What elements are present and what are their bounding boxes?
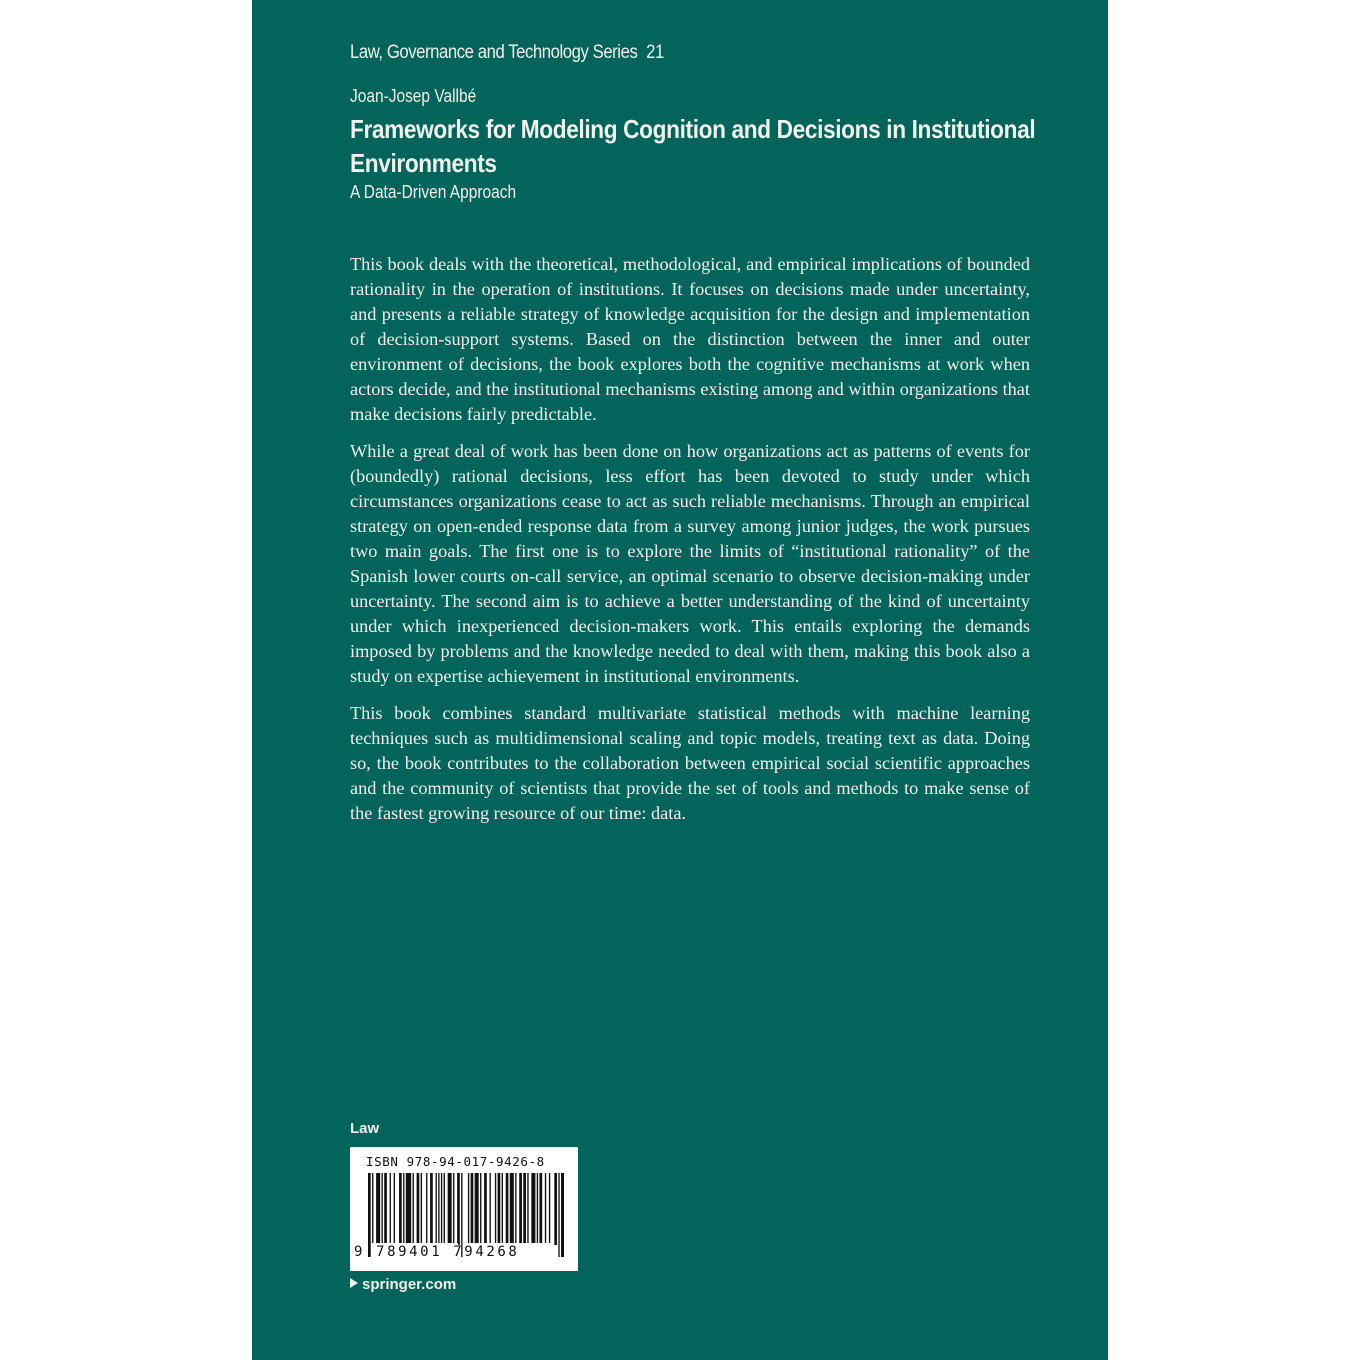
barcode-bar	[436, 1173, 437, 1245]
barcode-bar	[406, 1173, 411, 1245]
barcode-bar	[430, 1173, 433, 1245]
barcode-bar	[490, 1173, 491, 1245]
barcode-bar	[457, 1173, 460, 1245]
publisher-url: springer.com	[362, 1276, 457, 1293]
isbn-number: ISBN 978-94-017-9426-8	[366, 1154, 545, 1169]
barcode-bar	[448, 1173, 452, 1245]
book-back-cover	[252, 0, 1108, 1360]
barcode-bar	[413, 1173, 414, 1245]
blurb-text	[350, 252, 1030, 838]
barcode-bar	[484, 1173, 487, 1245]
blurb-paragraph: While a great deal of work has been done on how organizations act as patterns of events for (boundedly) rational decisions, less effort has been devoted to study under which circumstances organizations cease to act as such reliable mechanisms. Through an empirical strategy on open-ended response data from a survey among junior judges, the work pursues two main goals. The first one is to explore the limits of “institutional rationality” of the Spanish lower courts on-call service, an optimal scenario to observe decision-making under uncertainty. The second aim is to achieve a better understanding of the kind of uncertainty under which inexperienced decision-makers work. This entails exploring the demands imposed by problems and the knowledge needed to deal with them, making this book also a study on expertise achievement in institutional environments.	[350, 441, 1030, 686]
barcode-bar	[527, 1173, 528, 1245]
barcode-bar	[384, 1173, 387, 1245]
barcode-bar	[426, 1173, 427, 1245]
barcode-bar	[475, 1173, 479, 1245]
barcode-bar	[531, 1173, 535, 1245]
barcode-bar	[438, 1173, 439, 1245]
barcode-bar	[453, 1173, 454, 1245]
barcode-bar	[523, 1173, 526, 1245]
barcode-bar	[376, 1173, 380, 1245]
barcode-bar	[510, 1173, 514, 1245]
book-title: Frameworks for Modeling Cognition and Decisions in Institutional Environments	[350, 114, 1036, 178]
barcode-bar	[539, 1173, 542, 1245]
series-line	[350, 42, 664, 64]
barcode-bar	[515, 1173, 516, 1245]
publisher-link[interactable]	[350, 1276, 456, 1293]
play-arrow-icon	[350, 1278, 358, 1288]
barcode-bar	[441, 1173, 442, 1245]
barcode-digits: 9 789401 794268	[354, 1244, 520, 1260]
blurb-paragraph: This book combines standard multivariate statistical methods with machine learning techniques such as multidimensional scaling and topic models, treating text as data. Doing so, the book contributes to the collaboration between empirical social scientific approaches and the community of scientists that provide the set of tools and methods to make sense of the fastest growing resource of our time: data.	[350, 703, 1030, 823]
barcode-bar	[537, 1173, 538, 1245]
barcode-bar	[417, 1173, 420, 1245]
barcode-bar	[382, 1173, 383, 1245]
barcode-bar	[554, 1173, 557, 1245]
series-number: 21	[646, 42, 664, 63]
blurb-paragraph: This book deals with the theoretical, methodological, and empirical implications of bounded rationality in the operation of institutions. It focuses on decisions made under uncertainty, and presents a reliable strategy of knowledge acquisition for the design and implementation of decision-support systems. Based on the distinction between the inner and outer environment of decisions, the book explores both the cognitive mechanisms at work when actors decide, and the institutional mechanisms existing among and within organizations that make decisions fairly predictable.	[350, 254, 1030, 424]
series-name: Law, Governance and Technology Series	[350, 42, 638, 63]
barcode-bar	[549, 1173, 550, 1245]
barcode-bar	[390, 1173, 391, 1245]
barcode-bar	[471, 1173, 474, 1245]
barcode-bar	[403, 1173, 404, 1245]
barcode-bar	[545, 1173, 546, 1245]
barcode-bar	[506, 1173, 509, 1245]
barcode-bar	[444, 1173, 445, 1245]
book-subtitle: A Data-Driven Approach	[350, 182, 517, 202]
barcode-bar	[480, 1173, 481, 1245]
barcode-bar	[399, 1173, 402, 1245]
subject-label: Law	[350, 1120, 380, 1137]
barcode-bar	[519, 1173, 522, 1245]
barcode-bar	[495, 1173, 496, 1245]
barcode-bar	[421, 1173, 422, 1245]
barcode-bar	[394, 1173, 395, 1245]
barcode-bar	[498, 1173, 501, 1245]
author-name: Joan-Josep Vallbé	[350, 86, 477, 106]
isbn-barcode	[350, 1147, 578, 1271]
barcode-bar	[502, 1173, 503, 1245]
